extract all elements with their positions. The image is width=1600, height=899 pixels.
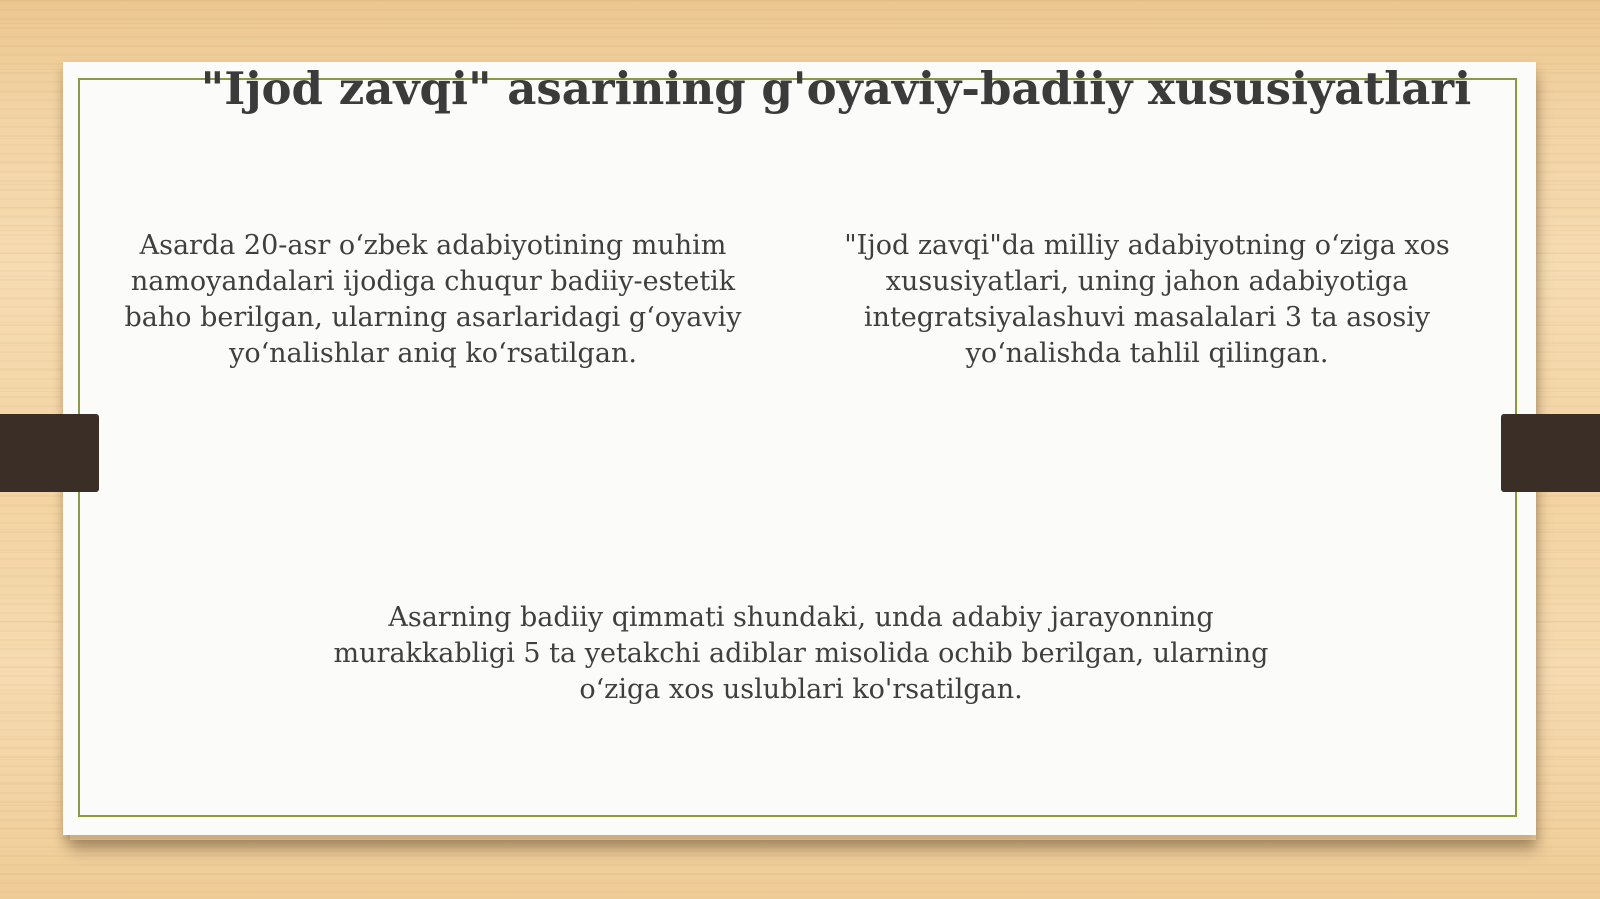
bottom-text-line: o‘ziga xos uslublari ko'rsatilgan. <box>579 674 1023 705</box>
bottom-text-block <box>296 600 1306 708</box>
right-text-line: xususiyatlari, uning jahon adabiyotiga <box>885 266 1409 297</box>
left-binder-clip <box>0 414 99 492</box>
left-text-line: baho berilgan, ularning asarlaridagi g‘oyaviy <box>124 302 742 333</box>
right-text-line: "Ijod zavqi"da milliy adabiyotning o‘ziga xos <box>844 230 1450 261</box>
left-text-line: Asarda 20-asr o‘zbek adabiyotining muhim <box>139 230 727 261</box>
bottom-text-line: murakkabligi 5 ta yetakchi adiblar misolida ochib berilgan, ularning <box>333 638 1269 669</box>
right-text-block <box>812 228 1482 372</box>
left-text-line: namoyandalari ijodiga chuqur badiiy-estetik <box>130 266 736 297</box>
left-text-line: yo‘nalishlar aniq ko‘rsatilgan. <box>229 338 637 369</box>
slide-title: "Ijod zavqi" asarining g'oyaviy-badiiy xususiyatlari <box>200 62 1472 115</box>
right-text-line: yo‘nalishda tahlil qilingan. <box>965 338 1329 369</box>
right-text-line: integratsiyalashuvi masalalari 3 ta asosiy <box>863 302 1431 333</box>
right-binder-clip <box>1501 414 1600 492</box>
left-text-block <box>100 228 766 372</box>
bottom-text-line: Asarning badiiy qimmati shundaki, unda adabiy jarayonning <box>388 602 1214 633</box>
